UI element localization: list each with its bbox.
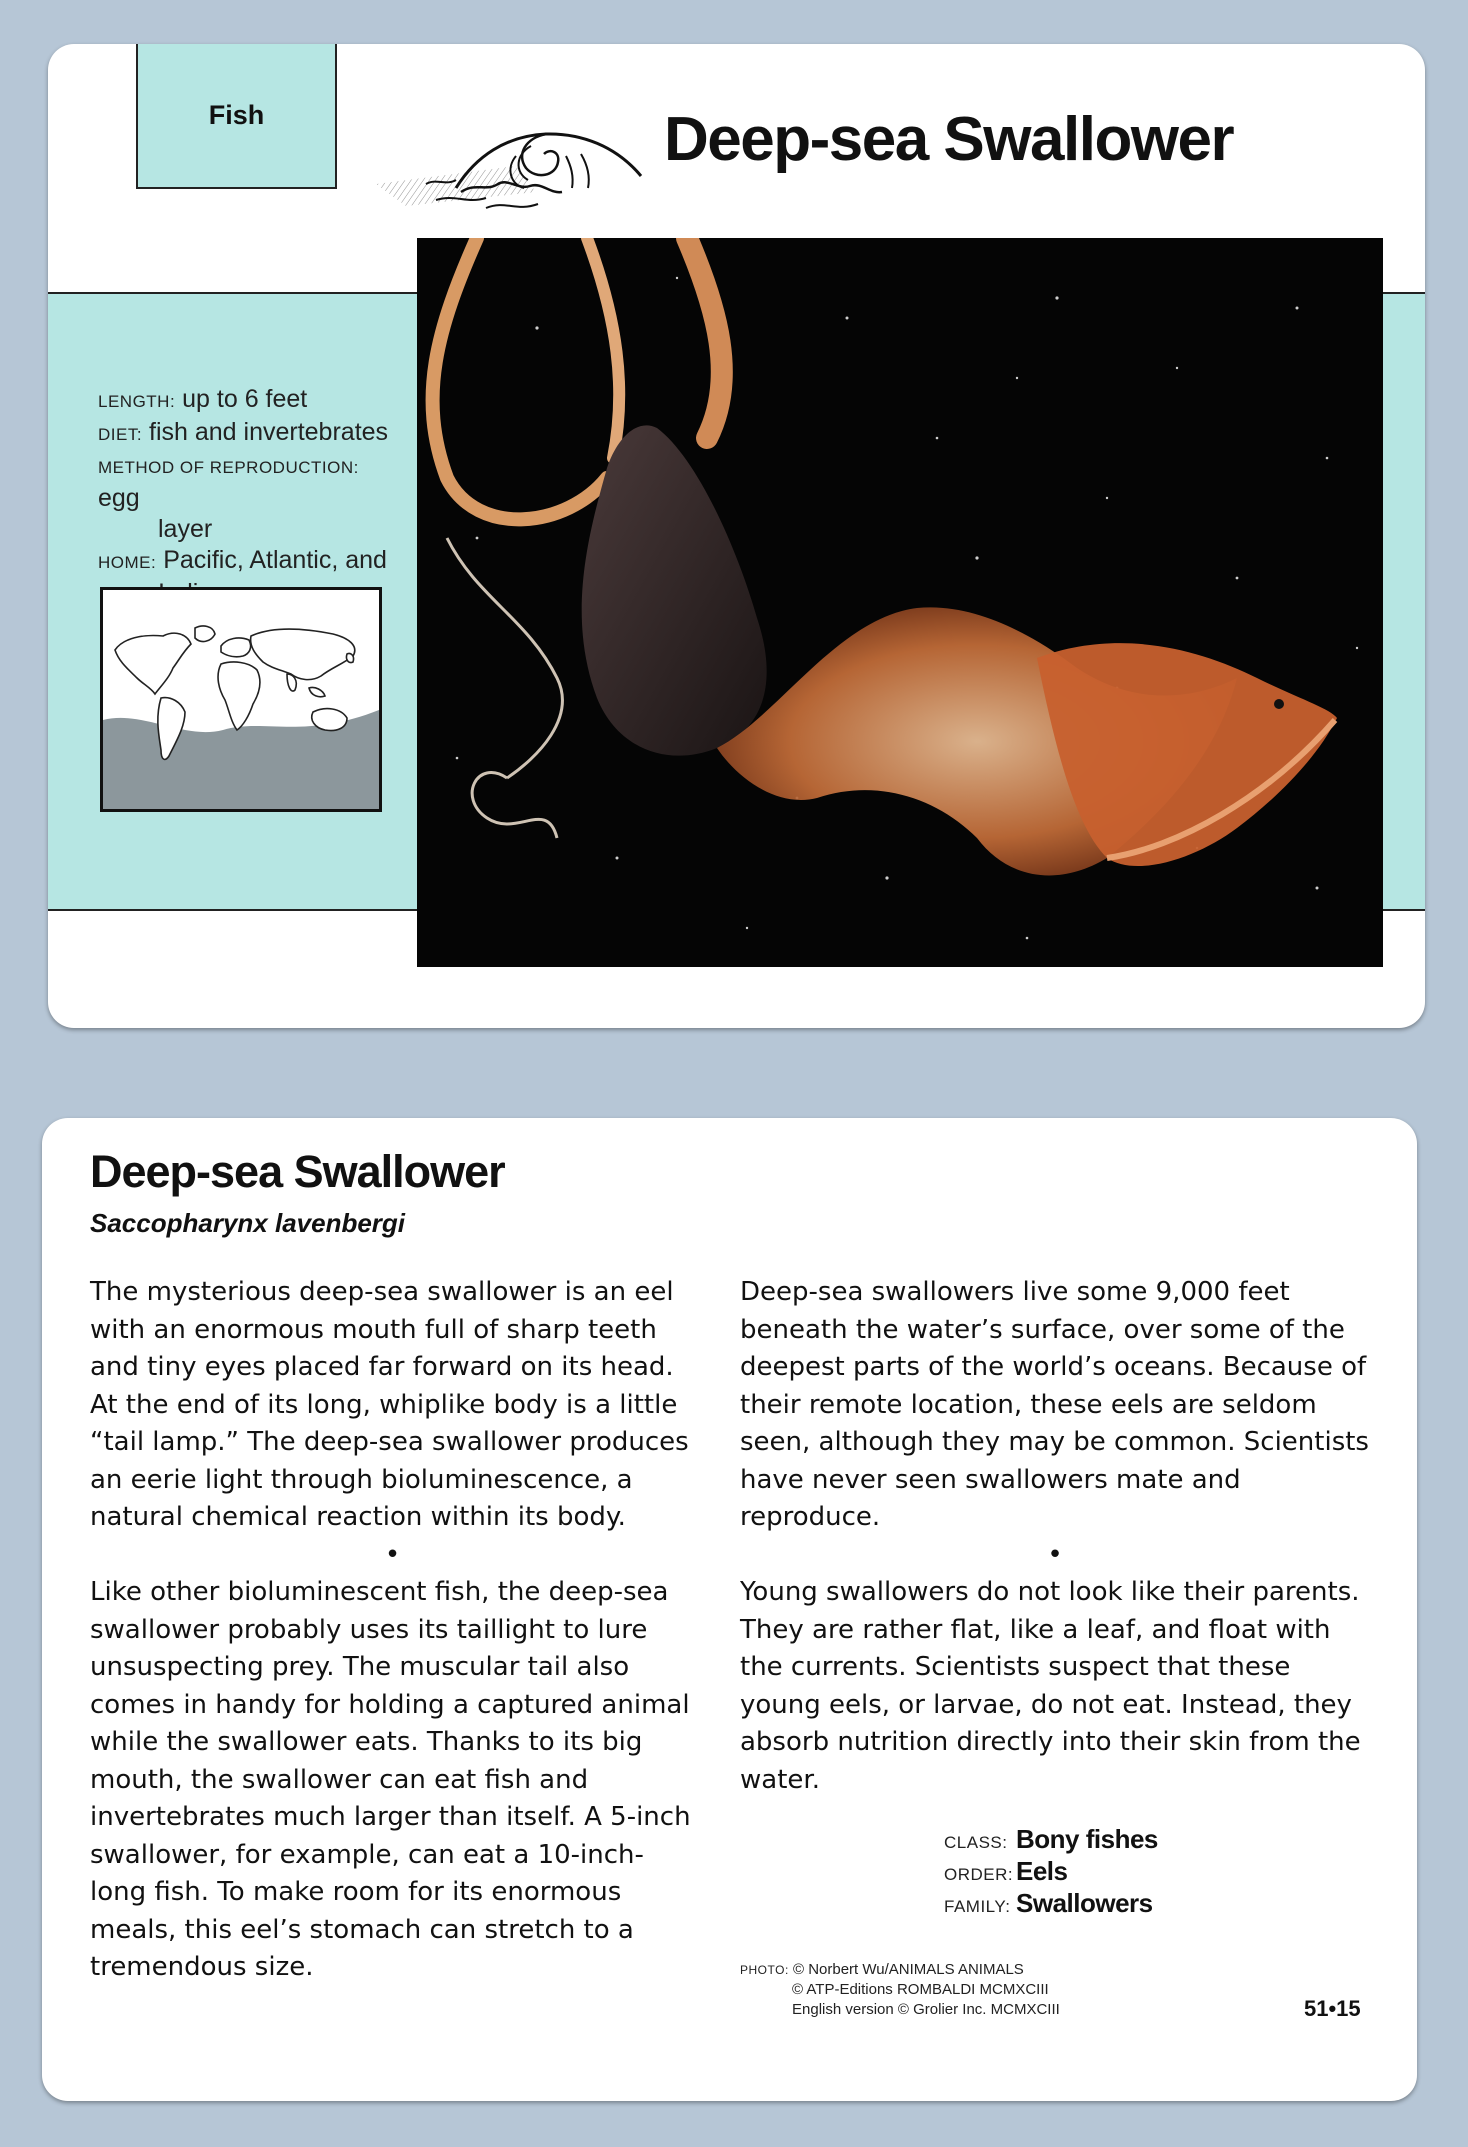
taxonomy-family: FAMILY: Swallowers (944, 1888, 1153, 1918)
paragraph: Like other bioluminescent fish, the deep-sea swallower probably uses its taillight to lure unsuspecting prey. The muscular tail also comes in handy for holding a captured animal while the swallower eats. Thanks to its big mouth, the swallower can eat fish and invertebrates much larger than itself. A 5-inch swallower, for example, can eat a 10-inch-long fish. To make room for its enormous meals, this eel’s stomach can stretch to a tremendous size. (90, 1577, 691, 1982)
ocean-wave-icon (366, 96, 686, 246)
paragraph: The mysterious deep-sea swallower is an eel with an enormous mouth full of sharp teeth and tiny eyes placed far forward on its head. At the end of its long, whiplike body is a little “tail lamp.” The deep-sea swallower produces an eerie light through bioluminescence, a natural chemical reaction within its body. (90, 1277, 689, 1532)
bullet-separator: • (1047, 1539, 1063, 1570)
fact-reproduction: METHOD OF REPRODUCTION: egg layer (98, 458, 359, 543)
back-card (42, 1118, 1417, 2101)
fact-list (98, 384, 398, 609)
card-title: Deep-sea Swallower (664, 105, 1234, 174)
photo-credits: PHOTO: © Norbert Wu/ANIMALS ANIMALS © ATP-Editions ROMBALDI MCMXCIII English version © Grolier Inc. MCMXCIII (740, 1961, 1060, 2018)
back-title: Deep-sea Swallower (90, 1146, 505, 1197)
card-number: 51•15 (1304, 1996, 1361, 2021)
deep-sea-swallower-photo (417, 238, 1383, 967)
world-map-icon (103, 590, 379, 809)
fact-length: LENGTH: up to 6 feet (98, 385, 308, 413)
taxonomy-class: CLASS: Bony fishes (944, 1824, 1158, 1854)
category-label: Fish (208, 100, 265, 130)
paragraph: Young swallowers do not look like their parents. They are rather flat, like a leaf, and float with the currents. Scientists suspect that these young eels, or larvae, do not eat. Instead, they absorb nutrition directly into their skin from the water. (740, 1577, 1361, 1795)
scientific-name: Saccopharynx lavenbergi (90, 1208, 406, 1238)
right-column (740, 1274, 1370, 1799)
category-box (136, 44, 337, 189)
fact-diet: DIET: fish and invertebrates (98, 418, 389, 446)
range-map (100, 587, 382, 812)
left-column (90, 1274, 695, 1987)
taxonomy (944, 1824, 1158, 1920)
taxonomy-order: ORDER: Eels (944, 1856, 1068, 1886)
front-card (48, 44, 1425, 1028)
specimen-photo (417, 238, 1383, 967)
fact-home: HOME: Pacific, Atlantic, and (98, 546, 387, 574)
paragraph: Deep-sea swallowers live some 9,000 feet beneath the water’s surface, over some of the deepest parts of the world’s oceans. Because of their remote location, these eels are seldom seen, although they may be common. Scientists have never seen swallowers mate and reproduce. (740, 1277, 1369, 1532)
bullet-separator: • (384, 1539, 401, 1570)
